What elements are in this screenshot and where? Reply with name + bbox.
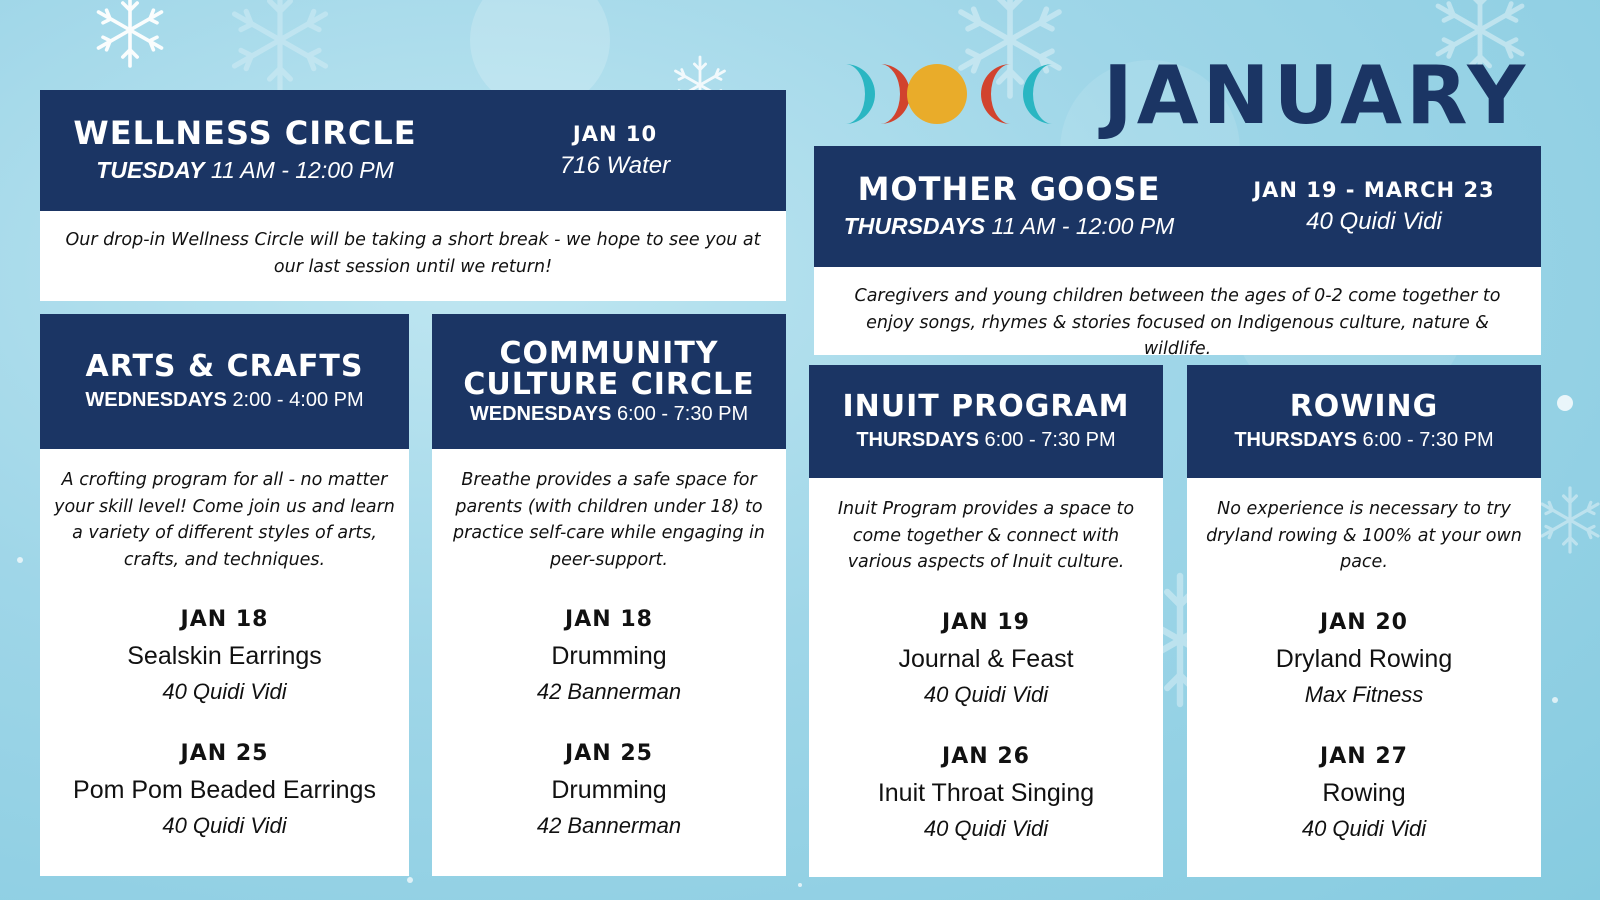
rowing-title: ROWING <box>1289 389 1439 425</box>
community-description: Breathe provides a safe space for parents (with children under 18) to practice self-care while engaging in peer-support. <box>453 470 765 570</box>
rowing-card <box>1187 365 1541 877</box>
rowing-description: No experience is necessary to try dryland rowing & 100% at your own pace. <box>1206 499 1522 573</box>
session-date: JAN 18 <box>565 607 653 633</box>
mother-goose-title: MOTHER GOOSE <box>857 170 1161 209</box>
rowing-day: THURSDAYS <box>1234 428 1357 451</box>
session-date: JAN 26 <box>942 743 1030 769</box>
mother-goose-date: JAN 19 - MARCH 23 <box>1253 177 1495 202</box>
session-location: 42 Bannerman <box>536 679 682 705</box>
session-location: 40 Quidi Vidi <box>162 679 287 705</box>
community-day: WEDNESDAYS <box>469 402 612 425</box>
session-name: Sealskin Earrings <box>127 642 322 671</box>
session-date: JAN 18 <box>180 607 269 633</box>
community-session-2 <box>432 741 786 839</box>
wellness-title: WELLNESS CIRCLE <box>73 114 417 153</box>
session-name: Journal & Feast <box>898 644 1074 673</box>
session-date: JAN 25 <box>180 741 269 767</box>
session-date: JAN 27 <box>1320 743 1408 769</box>
community-title-line2: CULTURE CIRCLE <box>463 367 755 402</box>
session-name: Pom Pom Beaded Earrings <box>73 776 376 805</box>
mother-goose-card <box>814 146 1541 360</box>
arts-description: A crofting program for all - no matter your skill level! Come join us and learn a variety of different styles of arts, crafts, and techniques. <box>54 470 395 570</box>
session-name: Rowing <box>1322 778 1406 807</box>
inuit-hours: 6:00 - 7:30 PM <box>984 428 1116 451</box>
rowing-session-2 <box>1187 744 1541 842</box>
moon-phases-icon <box>835 50 1095 140</box>
wellness-day: TUESDAY <box>96 156 205 183</box>
arts-session-1 <box>40 607 409 705</box>
wellness-hours: 11 AM - 12:00 PM <box>210 156 394 183</box>
inuit-session-1 <box>809 610 1163 708</box>
rowing-session-1 <box>1187 610 1541 708</box>
session-date: JAN 19 <box>942 609 1030 635</box>
session-location: 40 Quidi Vidi <box>923 815 1049 841</box>
session-date: JAN 25 <box>565 741 653 767</box>
month-banner <box>835 50 1555 140</box>
session-location: 40 Quidi Vidi <box>1301 815 1427 841</box>
session-location: 42 Bannerman <box>536 813 682 839</box>
arts-time <box>40 389 409 412</box>
inuit-day: THURSDAYS <box>856 428 979 451</box>
inuit-time <box>809 429 1163 452</box>
community-hours: 6:00 - 7:30 PM <box>616 402 749 425</box>
wellness-circle-card <box>40 90 786 301</box>
inuit-program-card <box>809 365 1163 877</box>
inuit-session-2 <box>809 744 1163 842</box>
session-name: Dryland Rowing <box>1275 644 1453 673</box>
mother-goose-time <box>814 213 1204 240</box>
session-name: Inuit Throat Singing <box>877 778 1095 807</box>
community-culture-card <box>432 314 786 876</box>
session-location: 40 Quidi Vidi <box>162 813 287 839</box>
community-title-line1: COMMUNITY <box>499 335 719 371</box>
session-name: Drumming <box>551 776 667 805</box>
arts-title: ARTS & CRAFTS <box>85 349 364 385</box>
rowing-time <box>1187 429 1541 452</box>
mother-goose-description: Caregivers and young children between the ages of 0-2 come together to enjoy songs, rhymes & stories focused on Indigenous culture, nature & wildlife. <box>854 286 1501 360</box>
arts-crafts-card <box>40 314 409 876</box>
mother-goose-location: 40 Quidi Vidi <box>1306 207 1442 235</box>
arts-hours: 2:00 - 4:00 PM <box>232 388 364 411</box>
arts-session-2 <box>40 741 409 839</box>
mother-goose-hours: 11 AM - 12:00 PM <box>991 212 1175 239</box>
month-title: JANUARY <box>1103 49 1530 142</box>
session-location: 40 Quidi Vidi <box>923 681 1049 707</box>
inuit-title: INUIT PROGRAM <box>842 389 1130 425</box>
inuit-description: Inuit Program provides a space to come together & connect with various aspects of Inuit culture. <box>837 499 1135 573</box>
wellness-location: 716 Water <box>559 151 671 179</box>
session-name: Drumming <box>551 642 667 671</box>
wellness-time <box>40 157 450 184</box>
session-location: Max Fitness <box>1304 681 1424 707</box>
community-time <box>432 403 786 426</box>
arts-day: WEDNESDAYS <box>85 388 227 411</box>
session-date: JAN 20 <box>1320 609 1408 635</box>
wellness-description: Our drop-in Wellness Circle will be taking a short break - we hope to see you at our last session until we return! <box>65 230 761 277</box>
community-session-1 <box>432 607 786 705</box>
mother-goose-day: THURSDAYS <box>843 212 986 239</box>
rowing-hours: 6:00 - 7:30 PM <box>1362 428 1494 451</box>
wellness-date: JAN 10 <box>572 121 658 146</box>
